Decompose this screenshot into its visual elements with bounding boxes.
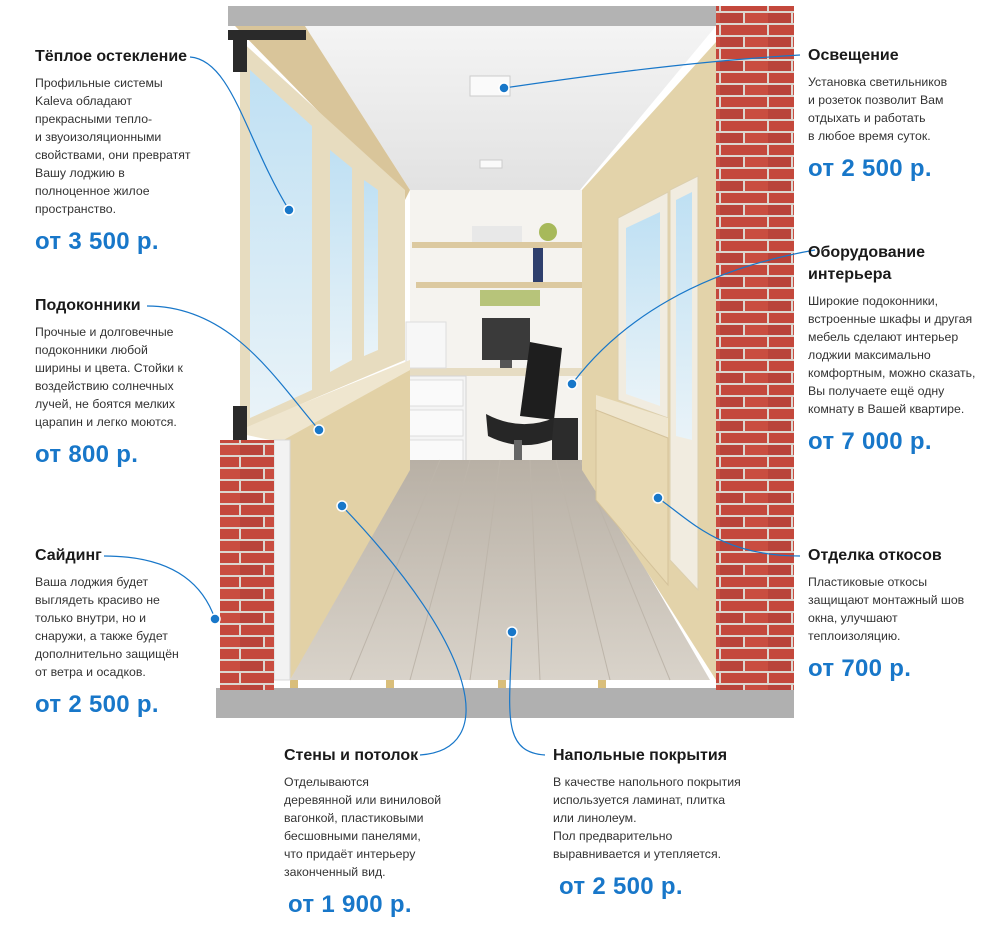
marker-slopes — [653, 493, 663, 503]
price: от 800 р. — [35, 441, 139, 468]
text-line: выравнивается и утепляется. — [553, 847, 722, 861]
annotation-slopes — [808, 545, 993, 683]
text-line: Широкие подоконники, — [808, 294, 939, 308]
annotation-text — [35, 323, 225, 431]
text-line: законченный вид. — [284, 865, 386, 879]
annotation-lighting — [808, 45, 993, 183]
text-line: Прочные и долговечные — [35, 325, 174, 339]
annotation-interior — [808, 242, 993, 456]
text-line: подоконники любой — [35, 343, 148, 357]
left-window-glass-3 — [364, 180, 378, 356]
text-line: деревянной или виниловой — [284, 793, 442, 807]
annotation-text — [553, 773, 773, 863]
shelf-mid — [416, 282, 582, 288]
text-line: комнату в Вашей квартире. — [808, 402, 965, 416]
price: от 700 р. — [808, 655, 912, 682]
marker-walls — [337, 501, 347, 511]
ceiling-light-2 — [480, 160, 502, 168]
price: от 7 000 р. — [808, 428, 932, 455]
text-line: Установка светильников — [808, 75, 948, 89]
text-line: Вы получаете ещё одну — [808, 384, 945, 398]
text-line: Профильные системы — [35, 76, 163, 90]
text-line: в любое время суток. — [808, 129, 931, 143]
annotation-title: Стены и потолок — [284, 747, 419, 764]
annotation-glazing — [35, 46, 225, 256]
right-brick-wall — [716, 6, 794, 690]
text-line: лоджии максимально — [808, 348, 931, 362]
annotation-title: Освещение — [808, 47, 899, 64]
text-line: снаружи, а также будет — [35, 629, 168, 643]
shelf-top — [412, 242, 582, 248]
text-line: лучей, не боятся мелких — [35, 397, 176, 411]
text-line: теплоизоляцию. — [808, 629, 901, 643]
text-line: выглядеть красиво не — [35, 593, 160, 607]
annotation-title: Сайдинг — [35, 547, 102, 564]
text-line: что придаёт интерьеру — [284, 847, 416, 861]
left-window-glass-1 — [250, 70, 312, 418]
price: от 3 500 р. — [35, 228, 159, 255]
annotation-sills — [35, 295, 225, 469]
text-line: встроенные шкафы и другая — [808, 312, 973, 326]
annotation-floor — [553, 745, 773, 901]
text-line: Вашу лоджию в — [35, 166, 125, 180]
price: от 2 500 р. — [808, 155, 932, 182]
bottom-slab — [216, 688, 794, 718]
text-line: Пластиковые откосы — [808, 575, 928, 589]
text-line: используется ламинат, плитка — [553, 793, 726, 807]
text-line: пространство. — [35, 202, 117, 216]
text-line: воздействию солнечных — [35, 379, 174, 393]
text-line: защищают монтажный шов — [808, 593, 965, 607]
marker-lighting — [499, 83, 509, 93]
text-line: мебель сделают интерьер — [808, 330, 959, 344]
text-line: дополнительно защищён — [35, 647, 179, 661]
text-line: ширины и цвета. Стойки к — [35, 361, 183, 375]
top-slab — [228, 6, 793, 26]
annotation-title: Тёплое остекление — [35, 48, 188, 65]
text-line: В качестве напольного покрытия — [553, 775, 741, 789]
text-line: Ваша лоджия будет — [35, 575, 149, 589]
text-line: и розеток позволит Вам — [808, 93, 944, 107]
text-line: отдыхать и работать — [808, 111, 926, 125]
text-line: окна, улучшают — [808, 611, 898, 625]
text-line: интерьера — [808, 266, 892, 283]
annotation-text — [808, 573, 993, 645]
text-line: бесшовными панелями, — [284, 829, 421, 843]
price: от 2 500 р. — [35, 691, 159, 718]
left-brick-wall — [220, 440, 274, 690]
text-line: Пол предварительно — [553, 829, 673, 843]
price: от 1 900 р. — [288, 891, 412, 918]
annotation-title: Подоконники — [35, 297, 141, 314]
text-line: Kaleva обладают — [35, 94, 132, 108]
monitor — [482, 318, 530, 360]
text-line: комфортным, можно сказать, — [808, 366, 976, 380]
text-line: прекрасными тепло- — [35, 112, 153, 126]
annotation-title — [808, 242, 993, 286]
marker-floor — [507, 627, 517, 637]
text-line: полноценное жилое — [35, 184, 150, 198]
annotation-text — [808, 73, 993, 145]
annotation-text — [35, 74, 225, 218]
annotation-text — [808, 292, 993, 418]
left-window-glass-2 — [330, 150, 352, 372]
text-line: Отделываются — [284, 775, 369, 789]
price: от 2 500 р. — [559, 873, 683, 900]
annotation-text — [284, 773, 484, 881]
marker-glazing — [284, 205, 294, 215]
marker-interior — [567, 379, 577, 389]
text-line: Оборудование — [808, 244, 926, 261]
annotation-title: Напольные покрытия — [553, 747, 728, 764]
text-line: или линолеум. — [553, 811, 637, 825]
annotation-walls — [284, 745, 484, 919]
text-line: только внутри, но и — [35, 611, 146, 625]
text-line: царапин и легко моются. — [35, 415, 177, 429]
text-line: свойствами, они превратят — [35, 148, 191, 162]
siding-panel — [274, 440, 290, 680]
text-line: и звуоизоляционными — [35, 130, 162, 144]
text-line: от ветра и осадков. — [35, 665, 146, 679]
text-line: вагонкой, пластиковыми — [284, 811, 424, 825]
annotation-siding — [35, 545, 215, 719]
annotation-title: Отделка откосов — [808, 547, 942, 564]
marker-sills — [314, 425, 324, 435]
annotation-text — [35, 573, 215, 681]
